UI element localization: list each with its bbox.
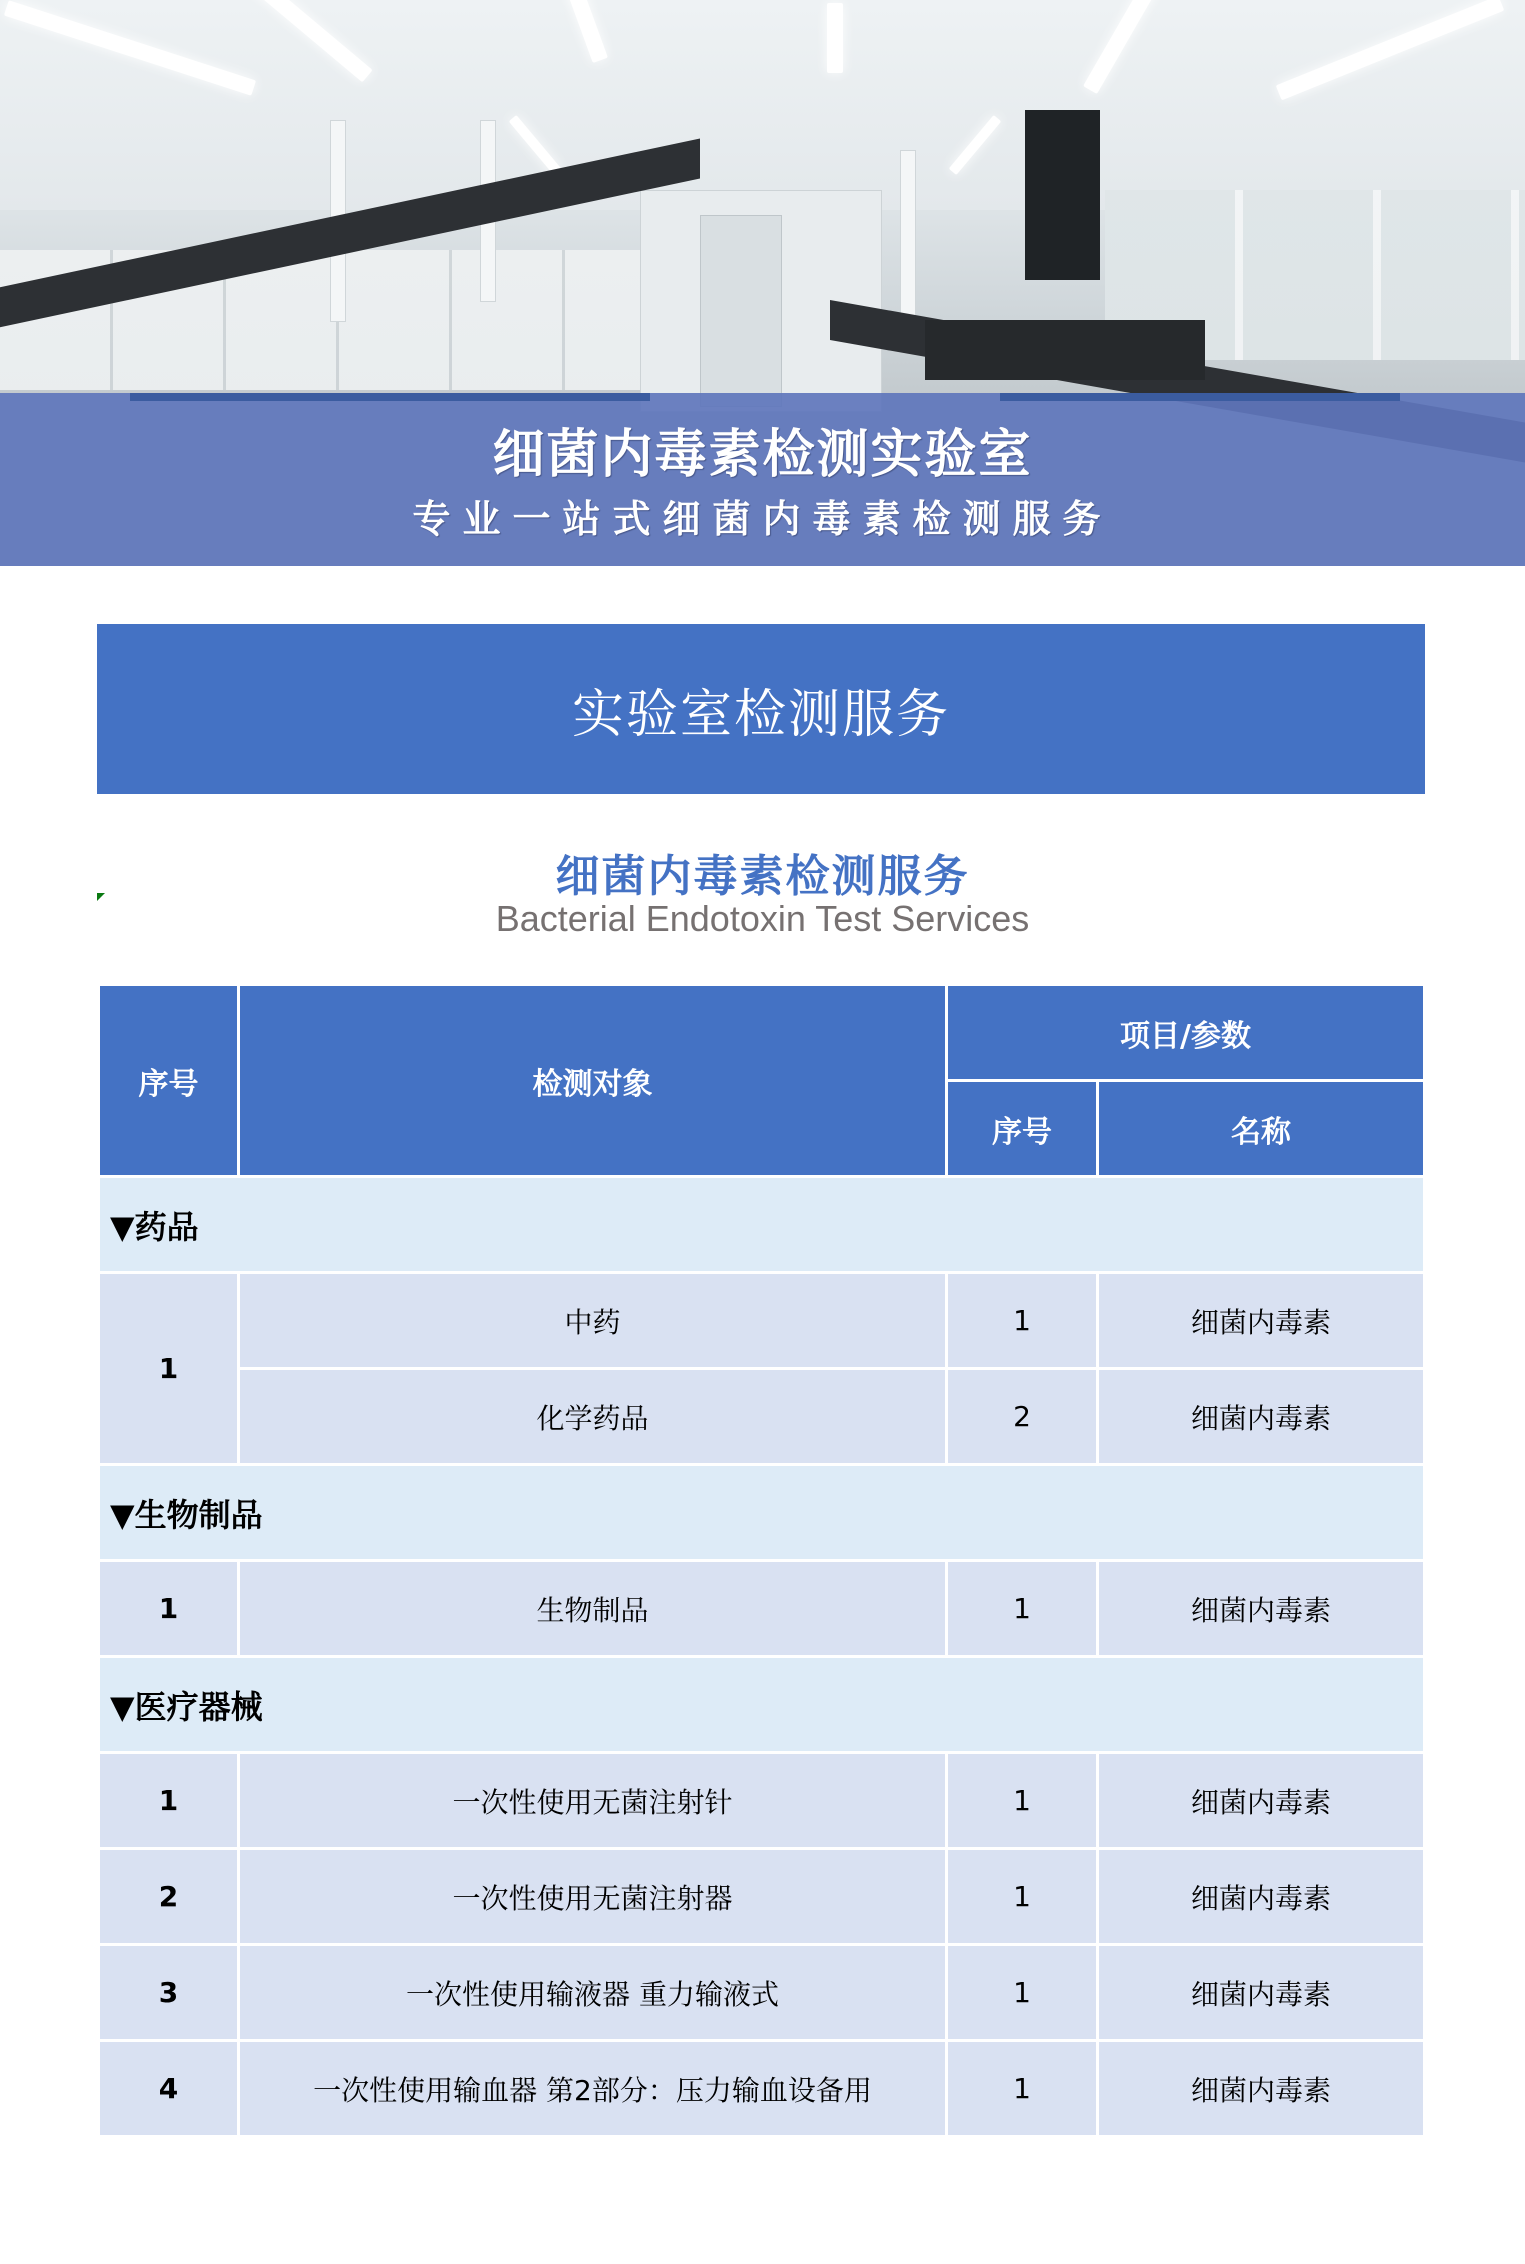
- table-row: [99, 1945, 1425, 2041]
- cell-object: 生物制品: [239, 1561, 947, 1657]
- table-row: [99, 1273, 1425, 1369]
- cell-item-seq: 1: [947, 2041, 1098, 2137]
- banner-stripe: [1000, 393, 1400, 401]
- banner-subtitle: 专业一站式细菌内毒素检测服务: [412, 497, 1113, 541]
- banner-stripe: [130, 393, 650, 401]
- cell-object: 一次性使用输液器 重力输液式: [239, 1945, 947, 2041]
- cell-object: 一次性使用无菌注射针: [239, 1753, 947, 1849]
- cell-item-seq: 1: [947, 1561, 1098, 1657]
- header-item-param: 项目/参数: [947, 985, 1425, 1081]
- cell-seq: 2: [99, 1849, 239, 1945]
- cell-seq: 1: [99, 1561, 239, 1657]
- cell-item-seq: 2: [947, 1369, 1098, 1465]
- table-row: [99, 1561, 1425, 1657]
- category-row-medical-devices: [99, 1657, 1425, 1753]
- cell-item-name: 细菌内毒素: [1098, 1561, 1425, 1657]
- cell-seq: 1: [99, 1273, 239, 1465]
- table-row: [99, 1753, 1425, 1849]
- cell-item-seq: 1: [947, 1849, 1098, 1945]
- lab-ceiling-image: [0, 0, 1525, 210]
- header-sub-name: 名称: [1098, 1081, 1425, 1177]
- cell-item-name: 细菌内毒素: [1098, 1273, 1425, 1369]
- cell-seq: 3: [99, 1945, 239, 2041]
- cell-object: 一次性使用无菌注射器: [239, 1849, 947, 1945]
- cell-item-seq: 1: [947, 1945, 1098, 2041]
- category-row-biologics: [99, 1465, 1425, 1561]
- service-title-cn: 细菌内毒素检测服务: [555, 851, 970, 902]
- section-title: 实验室检测服务: [571, 684, 950, 745]
- header-object: 检测对象: [239, 985, 947, 1177]
- fume-arm: [900, 150, 916, 322]
- cell-object: 中药: [239, 1273, 947, 1369]
- cell-object: 化学药品: [239, 1369, 947, 1465]
- cell-item-name: 细菌内毒素: [1098, 1945, 1425, 2041]
- category-row-drugs: [99, 1177, 1425, 1273]
- lab-equipment: [1025, 110, 1100, 280]
- table-row: [99, 2041, 1425, 2137]
- lab-door: [700, 215, 782, 407]
- category-label: ▼医疗器械: [99, 1657, 1425, 1753]
- cell-seq: 4: [99, 2041, 239, 2137]
- header-seq: 序号: [99, 985, 239, 1177]
- cell-item-name: 细菌内毒素: [1098, 1849, 1425, 1945]
- table-row: [99, 1369, 1425, 1465]
- hero-banner: [0, 0, 1525, 566]
- services-table: [97, 983, 1426, 2138]
- cell-item-name: 细菌内毒素: [1098, 1369, 1425, 1465]
- cell-item-seq: 1: [947, 1273, 1098, 1369]
- cell-item-name: 细菌内毒素: [1098, 1753, 1425, 1849]
- table-header-row: [99, 985, 1425, 1081]
- table-row: [99, 1849, 1425, 1945]
- category-label: ▼生物制品: [99, 1465, 1425, 1561]
- header-sub-seq: 序号: [947, 1081, 1098, 1177]
- ceiling-light: [827, 3, 843, 73]
- cell-item-seq: 1: [947, 1753, 1098, 1849]
- category-label: ▼药品: [99, 1177, 1425, 1273]
- cell-item-name: 细菌内毒素: [1098, 2041, 1425, 2137]
- service-title-en: Bacterial Endotoxin Test Services: [495, 898, 1030, 939]
- cell-seq: 1: [99, 1753, 239, 1849]
- lab-sink: [925, 320, 1205, 380]
- section-header: [97, 624, 1425, 794]
- cell-object: 一次性使用输血器 第2部分：压力输血设备用: [239, 2041, 947, 2137]
- banner-title: 细菌内毒素检测实验室: [492, 425, 1033, 485]
